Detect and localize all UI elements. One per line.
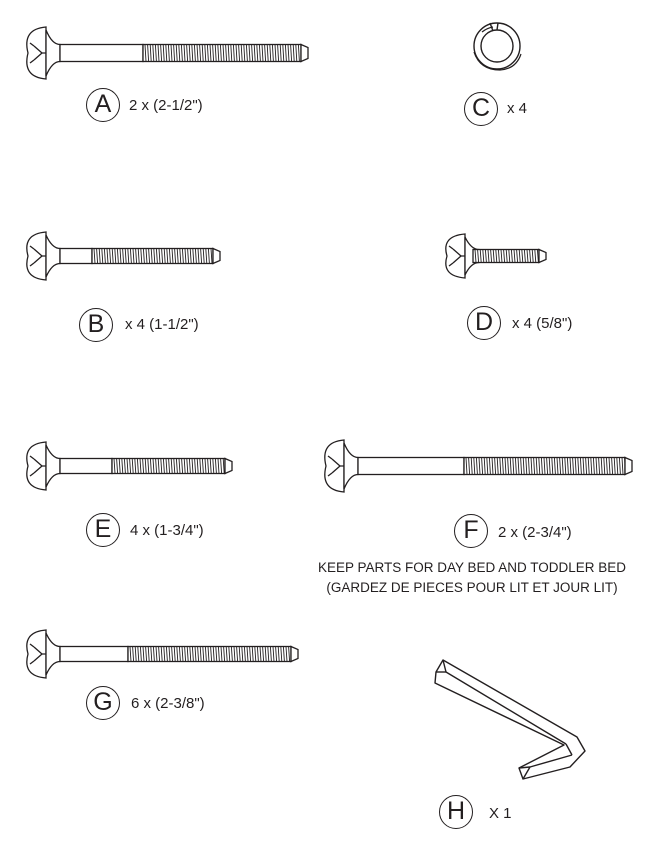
- part-letter-g: G: [86, 686, 120, 720]
- keep-parts-note-french: (GARDEZ DE PIECES POUR LIT ET JOUR LIT): [326, 580, 618, 595]
- part-letter-b: B: [79, 308, 113, 342]
- bolt-a-icon: [27, 27, 308, 79]
- part-letter-e: E: [86, 513, 120, 547]
- bolt-b-icon: [27, 232, 220, 280]
- lock-washer-c-icon: [474, 23, 521, 70]
- part-letter-d: D: [467, 306, 501, 340]
- part-qty-c: x 4: [507, 100, 528, 117]
- part-qty-g: 6 x (2-3/8"): [131, 695, 205, 712]
- part-qty-a: 2 x (2-1/2"): [129, 97, 203, 114]
- bolt-e-icon: [27, 442, 232, 490]
- part-qty-d: x 4 (5/8"): [512, 315, 573, 332]
- part-qty-h: X 1: [489, 805, 512, 822]
- part-letter-h: H: [439, 795, 473, 829]
- part-letter-c: C: [464, 92, 498, 126]
- part-qty-b: x 4 (1-1/2"): [125, 316, 199, 333]
- keep-parts-note: KEEP PARTS FOR DAY BED AND TODDLER BED: [317, 560, 627, 575]
- allen-key-h-icon: [435, 660, 585, 779]
- bolt-g-icon: [27, 630, 298, 678]
- part-qty-e: 4 x (1-3/4"): [130, 522, 204, 539]
- part-letter-f: F: [454, 514, 488, 548]
- bolt-f-icon: [325, 440, 632, 492]
- part-qty-f: 2 x (2-3/4"): [498, 524, 572, 541]
- bolt-d-icon: [446, 234, 546, 278]
- part-letter-a: A: [86, 88, 120, 122]
